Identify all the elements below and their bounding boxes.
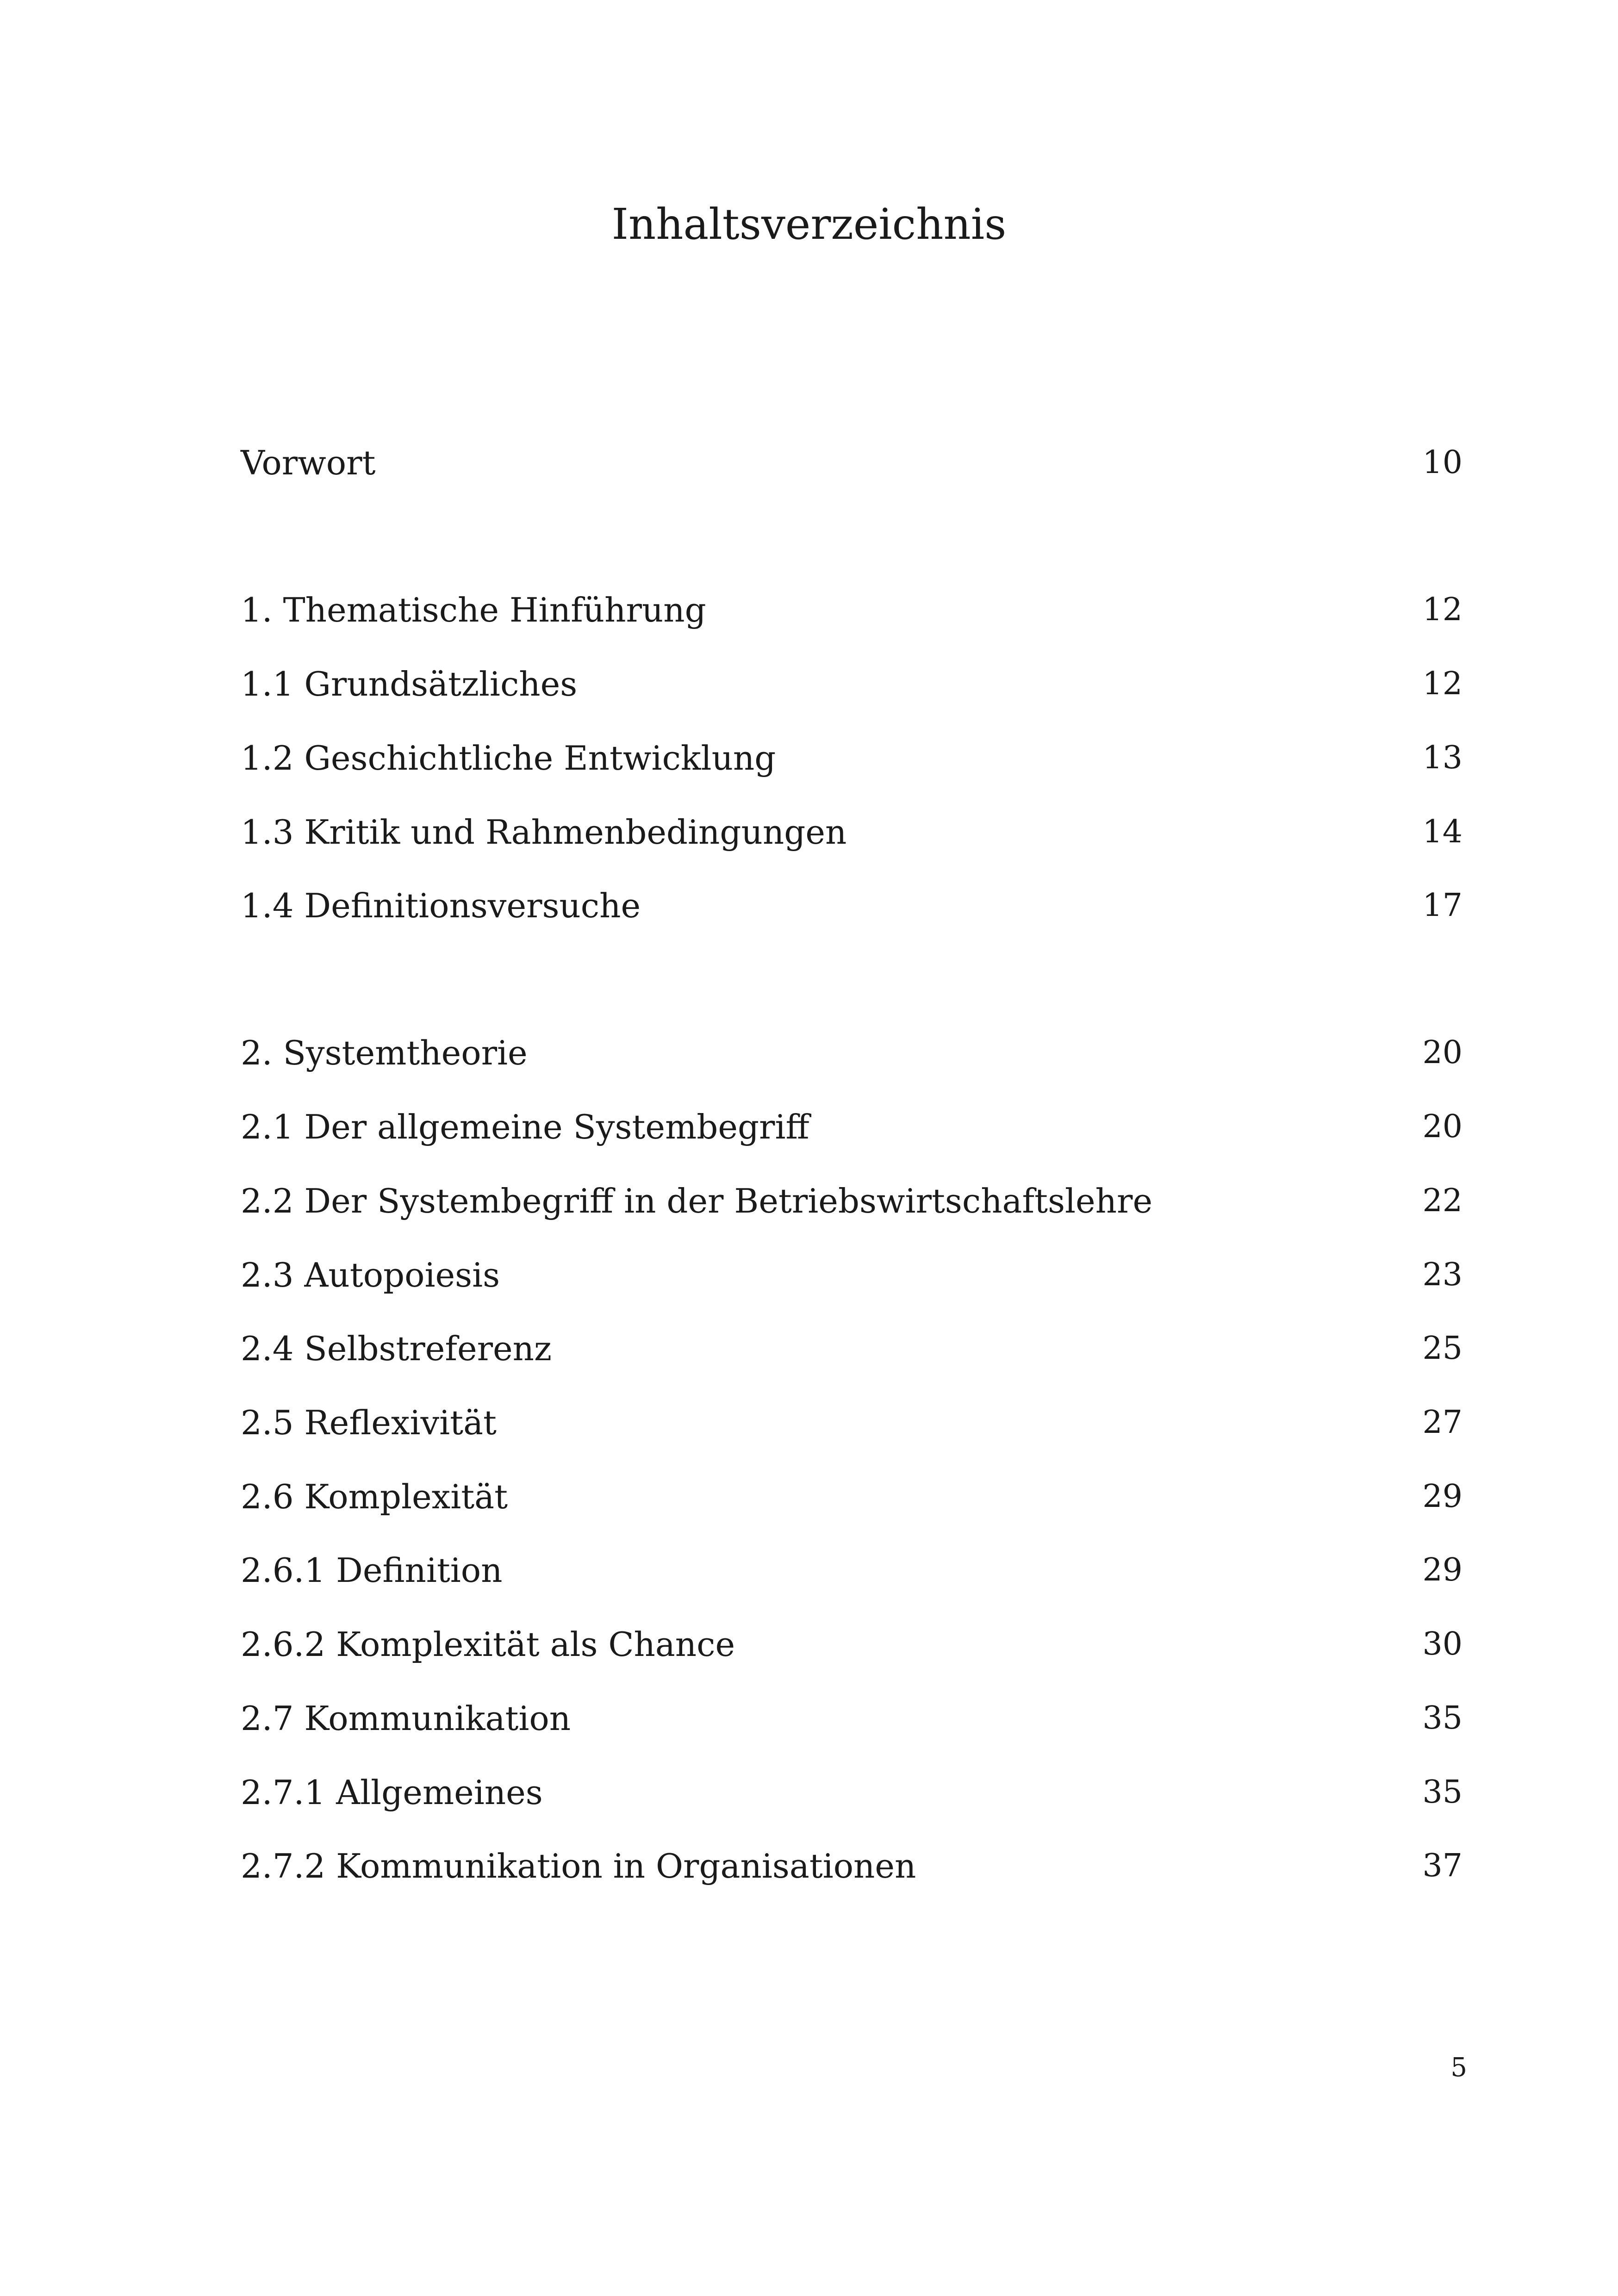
toc-entry-page-number: 12	[1422, 591, 1462, 628]
toc-entry-page-number: 10	[1422, 444, 1462, 481]
toc-entry-page-number: 12	[1422, 666, 1462, 702]
toc-entry-page-number: 22	[1422, 1182, 1462, 1219]
toc-entry-chapter-1	[241, 582, 1462, 638]
toc-entry-section-2-4	[241, 1321, 1462, 1376]
toc-entry-label: 1.4 Definitionsversuche	[241, 886, 641, 925]
toc-entry-page-number: 20	[1422, 1108, 1462, 1145]
toc-entry-label: 2.7.2 Kommunikation in Organisationen	[241, 1847, 916, 1885]
toc-entry-page-number: 29	[1422, 1478, 1462, 1515]
page-number: 5	[1450, 2053, 1467, 2083]
toc-entry-section-2-6-1	[241, 1543, 1462, 1598]
toc-entry-label: 2.4 Selbstreferenz	[241, 1329, 552, 1368]
toc-entry-page-number: 25	[1422, 1330, 1462, 1367]
toc-entry-section-2-6-2	[241, 1617, 1462, 1672]
toc-entry-label: 1.2 Geschichtliche Entwicklung	[241, 739, 776, 778]
toc-entry-page-number: 37	[1422, 1848, 1462, 1884]
toc-entry-section-2-7	[241, 1691, 1462, 1746]
toc-entry-section-1-4	[241, 878, 1462, 933]
toc-entry-vorwort	[241, 435, 1462, 491]
toc-entry-label: 2.1 Der allgemeine Systembegriff	[241, 1108, 809, 1146]
toc-entry-label: 2.6 Komplexität	[241, 1477, 508, 1516]
toc-entry-label: 2.3 Autopoiesis	[241, 1256, 500, 1294]
toc-entry-label: 2.7 Kommunikation	[241, 1699, 571, 1738]
toc-entry-page-number: 29	[1422, 1552, 1462, 1588]
toc-entry-label: 1.1 Grundsätzliches	[241, 665, 578, 703]
toc-entry-page-number: 23	[1422, 1257, 1462, 1293]
toc-entry-page-number: 27	[1422, 1404, 1462, 1441]
toc-entry-label: 2. Systemtheorie	[241, 1033, 528, 1072]
toc-entry-section-2-1	[241, 1099, 1462, 1155]
toc-entry-section-1-3	[241, 804, 1462, 860]
toc-entry-page-number: 35	[1422, 1774, 1462, 1811]
toc-entry-section-1-2	[241, 730, 1462, 786]
toc-entry-section-2-6	[241, 1469, 1462, 1524]
toc-entry-page-number: 14	[1422, 814, 1462, 850]
toc-entry-page-number: 13	[1422, 740, 1462, 776]
toc-entry-label: 1. Thematische Hinführung	[241, 591, 706, 629]
toc-entry-label: 2.6.2 Komplexität als Chance	[241, 1625, 735, 1664]
toc-entry-section-1-1	[241, 656, 1462, 712]
toc-entry-label: Vorwort	[241, 443, 376, 482]
toc-entry-page-number: 20	[1422, 1034, 1462, 1071]
toc-entry-label: 1.3 Kritik und Rahmenbedingungen	[241, 813, 847, 852]
page-title: Inhaltsverzeichnis	[611, 199, 1007, 249]
toc-entry-page-number: 17	[1422, 887, 1462, 924]
toc-entry-label: 2.6.1 Definition	[241, 1551, 503, 1590]
toc-entry-section-2-5	[241, 1395, 1462, 1450]
toc-entry-label: 2.5 Reflexivität	[241, 1403, 497, 1442]
toc-entry-section-2-3	[241, 1247, 1462, 1303]
toc-entry-section-2-2	[241, 1173, 1462, 1229]
toc-entry-page-number: 30	[1422, 1626, 1462, 1662]
toc-entry-page-number: 35	[1422, 1700, 1462, 1736]
toc-entry-label: 2.2 Der Systembegriff in der Betriebswirtschaftslehre	[241, 1182, 1153, 1220]
toc-entry-label: 2.7.1 Allgemeines	[241, 1773, 543, 1812]
toc-entry-chapter-2	[241, 1025, 1462, 1081]
toc-entry-section-2-7-1	[241, 1765, 1462, 1820]
toc-entry-section-2-7-2	[241, 1838, 1462, 1894]
